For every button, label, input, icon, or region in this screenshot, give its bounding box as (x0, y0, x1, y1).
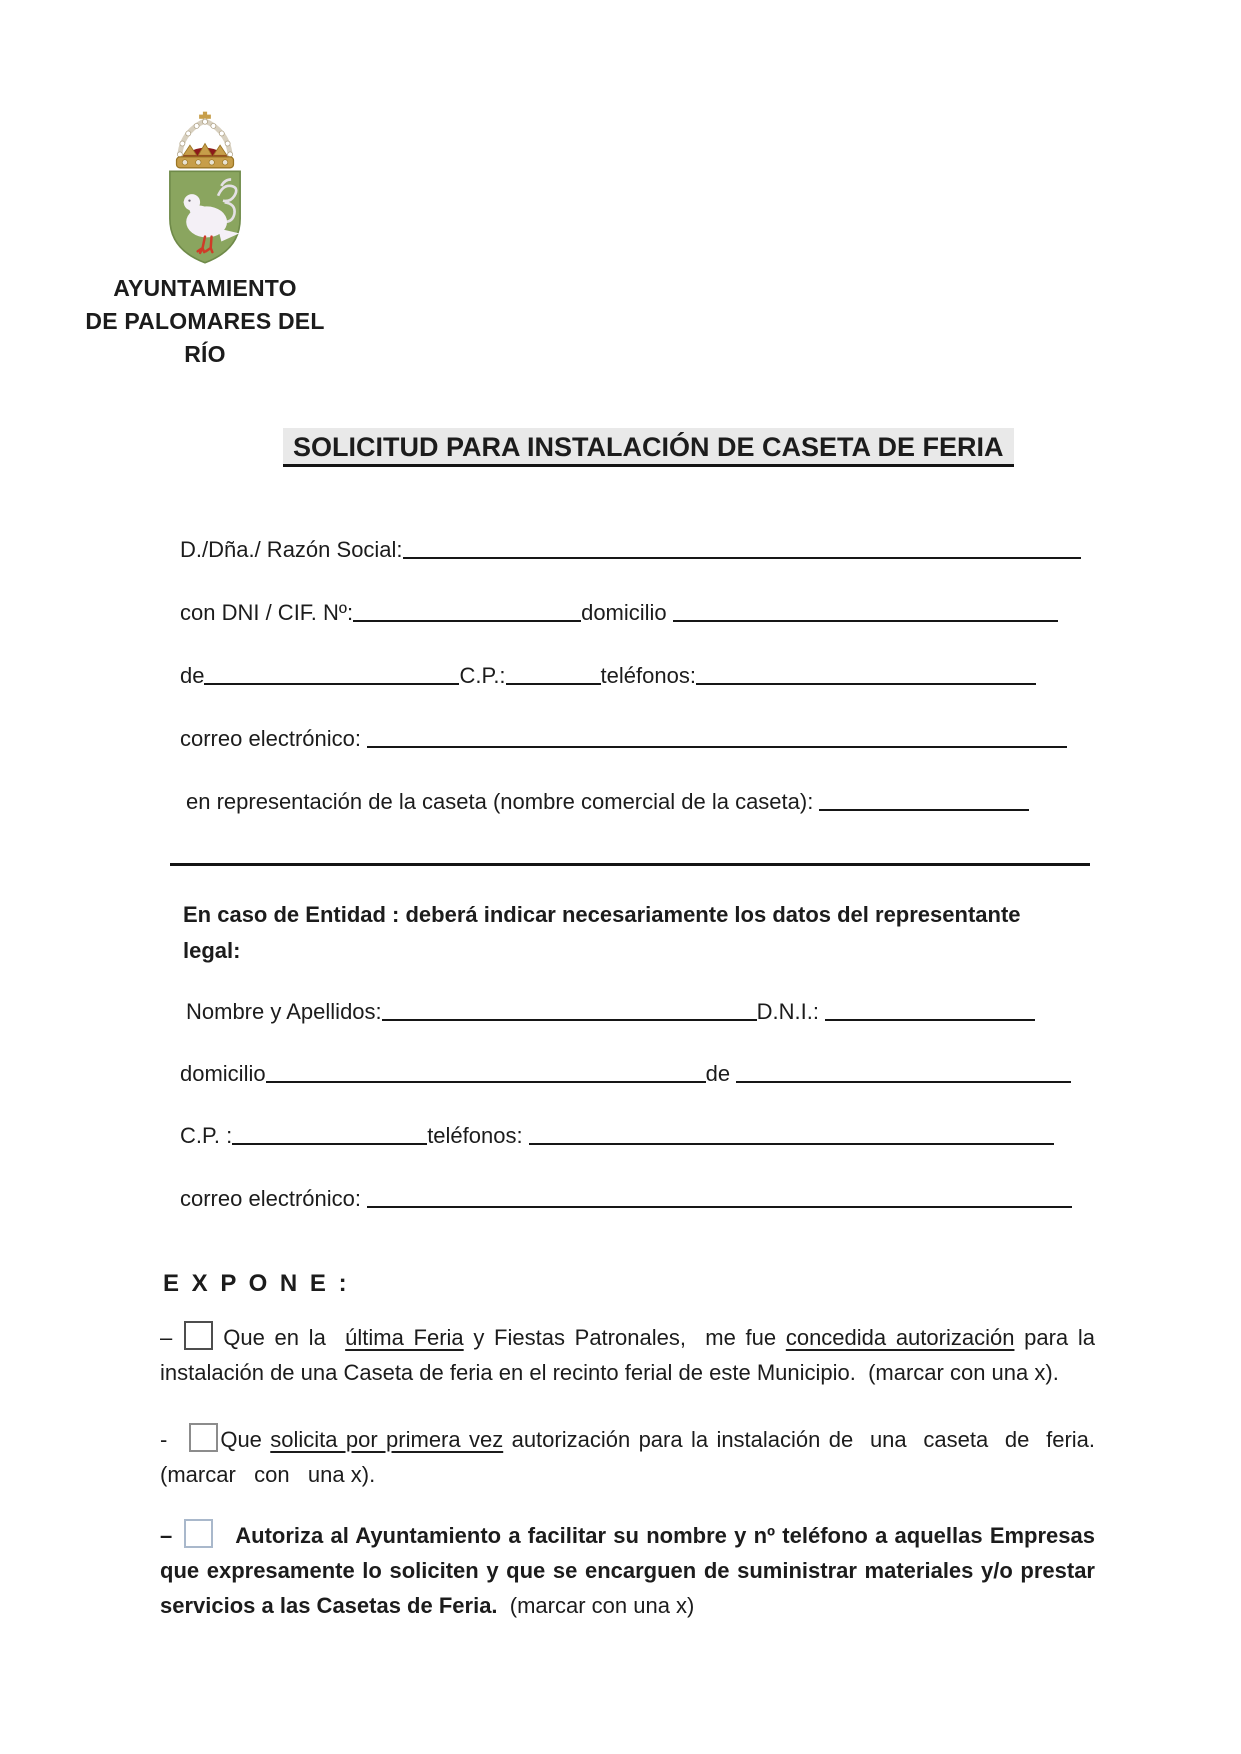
municipality-header (70, 110, 340, 371)
org-name-line1: AYUNTAMIENTO (113, 275, 297, 301)
item1-underlined-concedida: concedida autorización (785, 1325, 1015, 1350)
razon-social-input-line[interactable] (403, 557, 1081, 559)
dove-shield-icon (164, 168, 246, 266)
entity-telefonos-input-line[interactable] (529, 1143, 1054, 1145)
expone-heading: E X P O N E : (163, 1270, 350, 1297)
entity-telefonos-label: teléfonos: (427, 1123, 523, 1148)
correo-label: correo electrónico: (180, 726, 361, 751)
de-label: de (180, 663, 205, 688)
entity-domicilio-input-line[interactable] (266, 1081, 706, 1083)
telefonos-label: teléfonos: (600, 663, 696, 688)
representacion-input-line[interactable] (819, 809, 1029, 811)
cp-input-line[interactable] (506, 683, 601, 685)
checkbox-autoriza[interactable] (184, 1519, 213, 1548)
de-input-line[interactable] (204, 683, 459, 685)
entity-cp-input-line[interactable] (232, 1143, 427, 1145)
item3-normal-text: (marcar con una x) (497, 1593, 695, 1618)
page-title: SOLICITUD PARA INSTALACIÓN DE CASETA DE FERIA (283, 428, 1014, 467)
row-dni-domicilio (180, 599, 1085, 627)
item3-dash: – (160, 1523, 173, 1548)
item2-text-post: autorización para la instalación de una caseta de feria. (marcar con una x). (160, 1427, 1102, 1487)
nombre-apellidos-input-line[interactable] (382, 1019, 757, 1021)
item3-bold-text: Autoriza al Ayuntamiento a facilitar su nombre y nº teléfono a aquellas Empresas que expresamente lo soliciten y que se encarguen de suministrar materiales y/o prestar servicios a las Casetas de Feria. (160, 1523, 1102, 1618)
row-nombre-dni (186, 998, 1091, 1026)
correo-input-line[interactable] (367, 746, 1067, 748)
entity-domicilio-label: domicilio (180, 1061, 266, 1086)
cp-label: C.P.: (459, 663, 506, 688)
entity-section-heading: En caso de Entidad : deberá indicar necesariamente los datos del representante legal: (183, 902, 1021, 963)
row-entity-correo (180, 1185, 1085, 1213)
item1-text-pre: Que en la (223, 1325, 346, 1350)
row-entity-cp-telefonos (180, 1122, 1085, 1150)
dni-cif-input-line[interactable] (353, 620, 581, 622)
item2-dash: - (160, 1427, 168, 1452)
continuation-line[interactable] (170, 863, 1090, 866)
entity-correo-input-line[interactable] (367, 1206, 1072, 1208)
nombre-apellidos-label: Nombre y Apellidos: (186, 999, 382, 1024)
entity-cp-label: C.P. : (180, 1123, 233, 1148)
checkbox-primera-vez[interactable] (189, 1423, 218, 1452)
entity-de-label: de (705, 1061, 731, 1086)
item1-underlined-ultima-feria: última Feria (345, 1325, 464, 1350)
razon-social-label: D./Dña./ Razón Social: (180, 537, 403, 562)
item2-text-pre: Que (220, 1427, 271, 1452)
telefonos-input-line[interactable] (696, 683, 1036, 685)
item2-underlined-solicita: solicita por primera vez (270, 1427, 504, 1452)
expone-item-ultima-feria (160, 1320, 1102, 1390)
item1-text-mid: y Fiestas Patronales, me fue (463, 1325, 786, 1350)
entity-correo-label: correo electrónico: (180, 1186, 361, 1211)
row-razon-social (180, 536, 1085, 564)
row-entity-domicilio (180, 1060, 1085, 1088)
representacion-label: en representación de la caseta (nombre comercial de la caseta): (186, 789, 814, 814)
row-representacion (186, 788, 1091, 816)
org-name-line2: DE PALOMARES DEL RÍO (85, 308, 325, 367)
checkbox-ultima-feria[interactable] (184, 1321, 213, 1350)
expone-item-primera-vez (160, 1422, 1102, 1492)
entity-dni-input-line[interactable] (825, 1019, 1035, 1021)
domicilio-input-line[interactable] (673, 620, 1058, 622)
row-correo (180, 725, 1085, 753)
item1-dash: – (160, 1325, 173, 1350)
item1-text-post: para la instalación de una Caseta de feria en el recinto ferial de este Municipio. (marcar con una x). (160, 1325, 1102, 1385)
domicilio-label: domicilio (581, 600, 667, 625)
royal-crown-icon (163, 110, 247, 172)
row-de-cp-telefonos (180, 662, 1085, 690)
dni-cif-label: con DNI / CIF. Nº: (180, 600, 354, 625)
entity-de-input-line[interactable] (736, 1081, 1071, 1083)
entity-dni-label: D.N.I.: (756, 999, 819, 1024)
expone-item-autoriza (160, 1518, 1102, 1623)
